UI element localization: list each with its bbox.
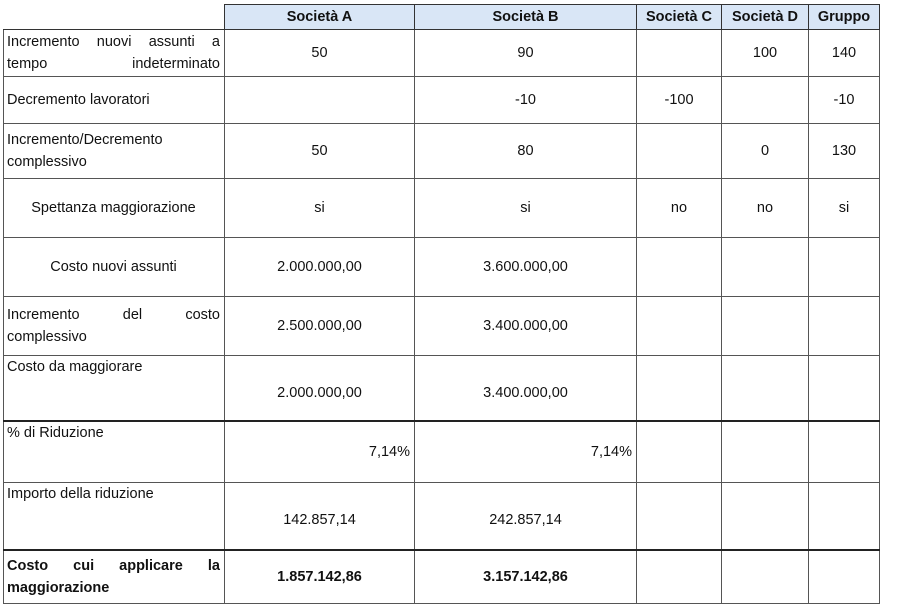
table-row (4, 124, 880, 179)
table-row (4, 483, 880, 551)
cell-societa-c (637, 30, 722, 77)
cell-societa-c (637, 483, 722, 551)
cell-societa-c: -100 (637, 77, 722, 124)
cell-gruppo (809, 297, 880, 356)
cell-societa-b: 7,14% (415, 421, 637, 483)
cell-societa-b: 80 (415, 124, 637, 179)
cell-societa-a: 1.857.142,86 (225, 550, 415, 604)
cell-societa-c (637, 124, 722, 179)
cell-societa-a: 50 (225, 30, 415, 77)
row-label: Incremento/Decremento complessivo (4, 124, 225, 179)
table-row (4, 77, 880, 124)
cell-societa-c: no (637, 179, 722, 238)
row-label: Incremento del costo complessivo (4, 297, 225, 356)
cell-gruppo: 140 (809, 30, 880, 77)
cell-gruppo (809, 550, 880, 604)
header-societa-a: Società A (225, 5, 415, 30)
maggiorazione-table (3, 4, 880, 604)
table-row (4, 297, 880, 356)
cell-societa-c (637, 297, 722, 356)
cell-societa-c (637, 356, 722, 422)
cell-gruppo: si (809, 179, 880, 238)
cell-gruppo (809, 238, 880, 297)
table-row (4, 238, 880, 297)
cell-societa-c (637, 238, 722, 297)
cell-societa-b: 242.857,14 (415, 483, 637, 551)
cell-societa-d: 0 (722, 124, 809, 179)
cell-societa-a: 7,14% (225, 421, 415, 483)
header-societa-d: Società D (722, 5, 809, 30)
cell-societa-a: 142.857,14 (225, 483, 415, 551)
table-row (4, 356, 880, 422)
row-label: Decremento lavoratori (4, 77, 225, 124)
cell-societa-d (722, 421, 809, 483)
cell-societa-d (722, 297, 809, 356)
cell-societa-a: 50 (225, 124, 415, 179)
header-blank (4, 5, 225, 30)
cell-societa-a: 2.500.000,00 (225, 297, 415, 356)
header-row (4, 5, 880, 30)
cell-gruppo: -10 (809, 77, 880, 124)
row-label: Costo cui applicare la maggiorazione (4, 550, 225, 604)
cell-societa-a: 2.000.000,00 (225, 356, 415, 422)
cell-societa-c (637, 550, 722, 604)
row-label: Costo da maggiorare (4, 356, 225, 422)
cell-gruppo (809, 483, 880, 551)
row-label: Importo della riduzione (4, 483, 225, 551)
table-row (4, 179, 880, 238)
cell-societa-a: si (225, 179, 415, 238)
table-row (4, 550, 880, 604)
header-gruppo: Gruppo (809, 5, 880, 30)
cell-societa-d (722, 550, 809, 604)
cell-societa-a (225, 77, 415, 124)
cell-societa-b: si (415, 179, 637, 238)
cell-societa-d (722, 238, 809, 297)
row-label: % di Riduzione (4, 421, 225, 483)
cell-societa-d: 100 (722, 30, 809, 77)
cell-societa-b: 90 (415, 30, 637, 77)
cell-societa-a: 2.000.000,00 (225, 238, 415, 297)
row-label: Spettanza maggiorazione (4, 179, 225, 238)
cell-societa-b: 3.400.000,00 (415, 297, 637, 356)
cell-societa-d (722, 356, 809, 422)
cell-societa-d (722, 483, 809, 551)
cell-gruppo: 130 (809, 124, 880, 179)
cell-gruppo (809, 356, 880, 422)
cell-societa-d (722, 77, 809, 124)
row-label: Incremento nuovi assunti a tempo indeterminato (4, 30, 225, 77)
cell-societa-d: no (722, 179, 809, 238)
header-societa-b: Società B (415, 5, 637, 30)
cell-societa-b: 3.600.000,00 (415, 238, 637, 297)
cell-gruppo (809, 421, 880, 483)
table-row (4, 421, 880, 483)
cell-societa-b: 3.157.142,86 (415, 550, 637, 604)
cell-societa-b: 3.400.000,00 (415, 356, 637, 422)
cell-societa-b: -10 (415, 77, 637, 124)
row-label: Costo nuovi assunti (4, 238, 225, 297)
header-societa-c: Società C (637, 5, 722, 30)
table-row (4, 30, 880, 77)
cell-societa-c (637, 421, 722, 483)
